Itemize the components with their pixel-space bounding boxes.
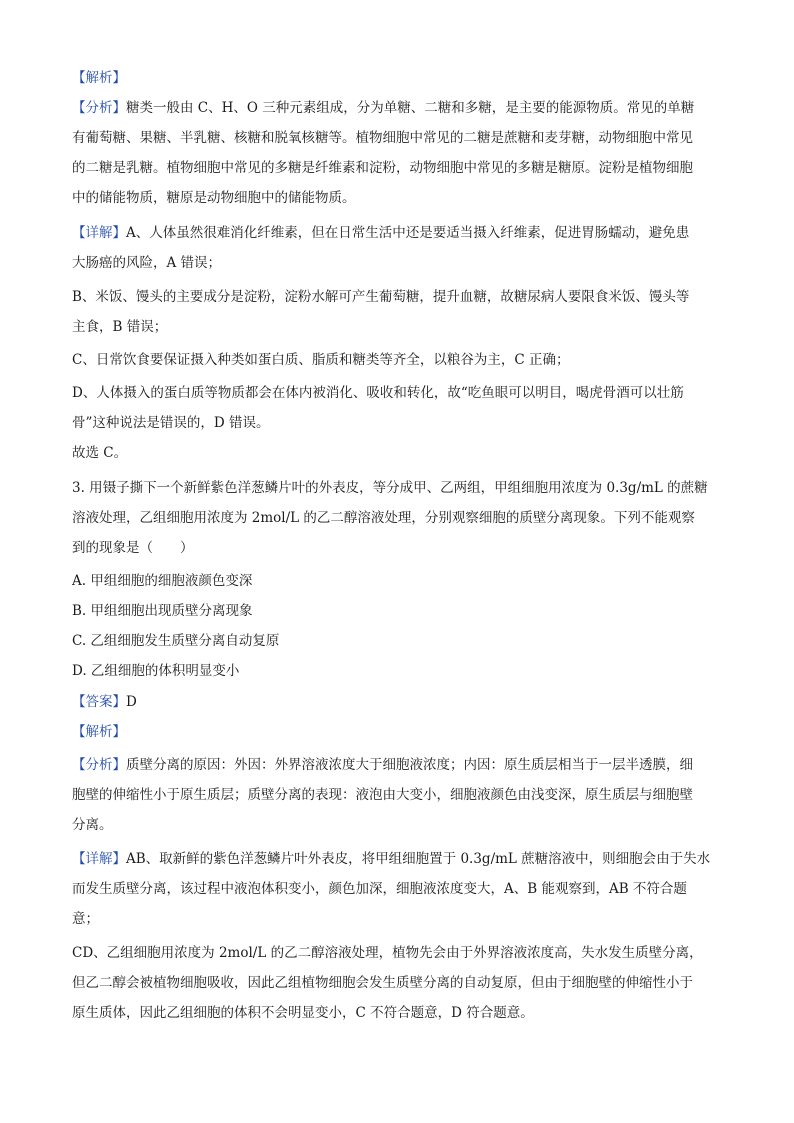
section-label bbox=[72, 722, 732, 742]
question-stem-line bbox=[72, 508, 732, 528]
text-line: 中的储能物质，糖原是动物细胞中的储能物质。 bbox=[72, 190, 356, 206]
option-b bbox=[72, 601, 732, 621]
text-line: 而发生质壁分离，该过程中液泡体积变小，颜色加深，细胞液浓度变大，A、B 能观察到，AB 不符合题 bbox=[72, 881, 687, 897]
text-line: 胞壁的伸缩性小于原生质层；质壁分离的表现：液泡由大变小，细胞液颜色由浅变深，原生质层与细胞壁 bbox=[72, 787, 693, 803]
text-line: AB、取新鲜的紫色洋葱鳞片叶外表皮，将甲组细胞置于 0.3g/mL 蔗糖溶液中，则细胞会由于失水 bbox=[126, 851, 711, 867]
explanation-line bbox=[72, 973, 732, 993]
explanation-line bbox=[72, 1003, 732, 1023]
analysis-paragraph-line bbox=[72, 755, 732, 775]
text-line: 的二糖是乳糖。植物细胞中常见的多糖是纤维素和淀粉，动物细胞中常见的多糖是糖原。淀粉是植物细胞 bbox=[72, 160, 693, 176]
text-line: 糖类一般由 C、H、O 三种元素组成，分为单糖、二糖和多糖，是主要的能源物质。常见的单糖 bbox=[126, 100, 695, 116]
section-tag: 【分析】 bbox=[72, 757, 126, 773]
section-tag: 【答案】 bbox=[72, 694, 126, 710]
text-line: 3. 用镊子撕下一个新鲜紫色洋葱鳞片叶的外表皮，等分成甲、乙两组，甲组细胞用浓度为 0.3g/mL 的蔗糖 bbox=[72, 480, 708, 496]
text-line: 质壁分离的原因：外因：外界溶液浓度大于细胞液浓度；内因：原生质层相当于一层半透膜，细 bbox=[126, 757, 693, 773]
explanation-line bbox=[72, 350, 732, 370]
text-line: A、人体虽然很难消化纤维素，但在日常生活中还是要适当摄入纤维素，促进胃肠蠕动，避免患 bbox=[126, 225, 690, 241]
explanation-line bbox=[72, 383, 732, 403]
analysis-paragraph-line bbox=[72, 128, 732, 148]
text-line: C. 乙组细胞发生质壁分离自动复原 bbox=[72, 633, 280, 649]
text-line: 骨”这种说法是错误的，D 错误。 bbox=[72, 415, 270, 431]
analysis-paragraph-line bbox=[72, 815, 732, 835]
explanation-line bbox=[72, 287, 732, 307]
analysis-paragraph-line bbox=[72, 188, 732, 208]
analysis-paragraph-line bbox=[72, 98, 732, 118]
explanation-line bbox=[72, 849, 732, 869]
text-line: C、日常饮食要保证摄入种类如蛋白质、脂质和糖类等齐全，以粮谷为主，C 正确； bbox=[72, 352, 570, 368]
text-line: 分离。 bbox=[72, 817, 113, 833]
text-line: D bbox=[126, 694, 137, 710]
option-d bbox=[72, 661, 732, 681]
text-line: D. 乙组细胞的体积明显变小 bbox=[72, 663, 240, 679]
option-c bbox=[72, 631, 732, 651]
section-label bbox=[72, 68, 732, 88]
explanation-line bbox=[72, 253, 732, 273]
section-tag: 【详解】 bbox=[72, 225, 126, 241]
analysis-paragraph-line bbox=[72, 158, 732, 178]
explanation-line bbox=[72, 909, 732, 929]
explanation-line bbox=[72, 879, 732, 899]
analysis-paragraph-line bbox=[72, 785, 732, 805]
option-a bbox=[72, 571, 732, 591]
text-line: 溶液处理，乙组细胞用浓度为 2mol/L 的乙二醇溶液处理，分别观察细胞的质壁分离现象。下列不能观察 bbox=[72, 510, 695, 526]
text-line: 有葡萄糖、果糖、半乳糖、核糖和脱氧核糖等。植物细胞中常见的二糖是蔗糖和麦芽糖，动物细胞中常见 bbox=[72, 130, 693, 146]
text-line: B、米饭、馒头的主要成分是淀粉，淀粉水解可产生葡萄糖，提升血糖，故糖尿病人要限食米饭、馒头等 bbox=[72, 289, 690, 305]
section-tag: 【详解】 bbox=[72, 851, 126, 867]
conclusion-line bbox=[72, 443, 732, 463]
text-line: D、人体摄入的蛋白质等物质都会在体内被消化、吸收和转化，故“吃鱼眼可以明目，喝虎骨酒可以壮筋 bbox=[72, 385, 684, 401]
question-stem-line bbox=[72, 478, 732, 498]
question-stem-line bbox=[72, 538, 732, 558]
text-line: 意； bbox=[72, 911, 99, 927]
text-line: 但乙二醇会被植物细胞吸收，因此乙组植物细胞会发生质壁分离的自动复原，但由于细胞壁的伸缩性小于 bbox=[72, 975, 693, 991]
text-line: B. 甲组细胞出现质壁分离现象 bbox=[72, 603, 253, 619]
section-tag: 【解析】 bbox=[72, 70, 126, 86]
text-line: 原生质体，因此乙组细胞的体积不会明显变小，C 不符合题意，D 符合题意。 bbox=[72, 1005, 534, 1021]
section-tag: 【分析】 bbox=[72, 100, 126, 116]
text-line: A. 甲组细胞的细胞液颜色变深 bbox=[72, 573, 253, 589]
text-line: 到的现象是（ ） bbox=[72, 540, 194, 556]
text-line: 主食，B 错误； bbox=[72, 319, 168, 335]
explanation-line bbox=[72, 413, 732, 433]
explanation-line bbox=[72, 223, 732, 243]
text-line: CD、乙组细胞用浓度为 2mol/L 的乙二醇溶液处理，植物先会由于外界溶液浓度高，失水发生质壁分离， bbox=[72, 945, 703, 961]
text-line: 故选 C。 bbox=[72, 445, 128, 461]
section-tag: 【解析】 bbox=[72, 724, 126, 740]
explanation-line bbox=[72, 317, 732, 337]
answer-line bbox=[72, 692, 732, 712]
explanation-line bbox=[72, 943, 732, 963]
text-line: 大肠癌的风险，A 错误； bbox=[72, 255, 222, 271]
